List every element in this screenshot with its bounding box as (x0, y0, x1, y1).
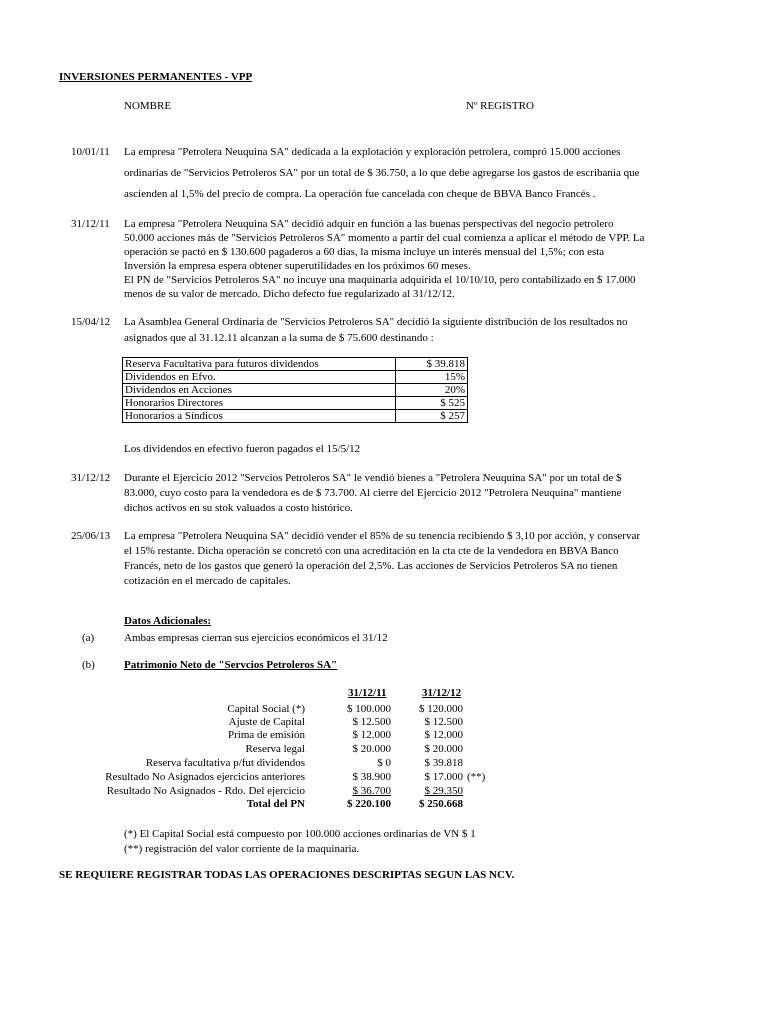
entry-line: ascienden al 1,5% del precio de compra. La operación fue cancelada con cheque de BBVA Banco Francés . (124, 188, 596, 200)
entry-line: 83.000, cuyo costo para la vendedora es de $ 73.700. Al cierre del Ejercicio 2012 "Petrolera Neuquina" mantiene (124, 487, 622, 499)
entry-line: el 15% restante. Dicha operación se concretó con una acreditación en la cta cte de la vendedora en BBVA Banco (124, 545, 619, 557)
pn-value: $ 36.700 (352, 785, 391, 797)
entry-line: 50.000 acciones más de "Servicios Petroleros SA" momento a partir del cual comienza a aplicar el método de VPP. La (124, 232, 645, 244)
entry-line: La empresa "Petrolera Neuquina SA" dedicada a la explotación y exploración petrolera, compró 15.000 acciones (124, 146, 621, 158)
pn-col-header: 31/12/11 (348, 687, 387, 699)
pn-value: $ 12.500 (424, 716, 463, 728)
pn-total-value: $ 250.668 (419, 798, 463, 810)
pn-col-header: 31/12/12 (422, 687, 462, 699)
entry-date: 10/01/11 (71, 146, 110, 158)
distribution-value: 15% (396, 371, 468, 384)
entry-line: La empresa "Petrolera Neuquina SA" decidió adquir en función a las buenas perspectivas del negocio petrolero (124, 218, 614, 230)
entry-date: 31/12/12 (71, 472, 111, 484)
pn-value: $ 20.000 (424, 743, 463, 755)
pn-value: $ 120.000 (419, 703, 463, 715)
entry-date: 31/12/11 (71, 218, 110, 230)
table-row (123, 397, 468, 410)
pn-value: $ 29.350 (424, 785, 463, 797)
pn-value: $ 12.000 (352, 729, 391, 741)
item-marker: (a) (82, 632, 95, 644)
distribution-label: Honorarios a Síndicos (123, 410, 396, 423)
pn-value: $ 39.818 (424, 757, 463, 769)
entry-line: dichos activos en su stok valuados a costo histórico. (124, 502, 353, 514)
entry-line: La empresa "Petrolera Neuquina SA" decidió vender el 85% de su tenencia recibiendo $ 3,10 por acción, y conservar (124, 530, 641, 542)
pn-total-label: Total del PN (246, 798, 305, 810)
pn-note-marker: (**) (467, 771, 486, 783)
pn-row-label: Resultado No Asignados - Rdo. Del ejercicio (106, 785, 305, 797)
pn-row-label: Resultado No Asignados ejercicios anteriores (105, 771, 305, 783)
entry-line: Durante el Ejercicio 2012 "Servcios Petroleros SA" le vendió bienes a "Petrolera Neuquina SA" por un total de $ (124, 472, 622, 484)
entry-line: cotización en el mercado de capitales. (124, 575, 291, 587)
entry-line: menos de su valor de mercado. Dicho defecto fue regularizado al 31/12/12. (124, 288, 455, 300)
entry-date: 15/04/12 (71, 316, 111, 328)
distribution-value: $ 525 (396, 397, 468, 410)
additional-item-a: Ambas empresas cierran sus ejercicios económicos el 31/12 (124, 632, 388, 644)
entry-line: asignados que al 31.12.11 alcanzan a la suma de $ 75.600 destinando : (124, 332, 434, 344)
dividend-note: Los dividendos en efectivo fueron pagados el 15/5/12 (124, 443, 361, 455)
entry-line: Inversión la empresa espera obtener superutilidades en los próximos 60 meses. (124, 260, 471, 272)
pn-value: $ 17.000 (424, 771, 463, 783)
requirement-statement: SE REQUIERE REGISTRAR TODAS LAS OPERACIONES DESCRIPTAS SEGUN LAS NCV. (59, 869, 515, 881)
footnote: (**) registración del valor corriente de la maquinaria. (124, 843, 360, 855)
entry-line: operación se pactó en $ 130.600 pagaderos a 60 días, la misma incluye un interés mensual del 1,5%; con esta (124, 246, 605, 258)
pn-row-label: Reserva facultativa p/fut dividendos (145, 757, 305, 769)
pn-heading: Patrimonio Neto de "Servcios Petroleros SA" (124, 659, 338, 671)
table-row (123, 384, 468, 397)
distribution-label: Dividendos en Acciones (123, 384, 396, 397)
document-title: INVERSIONES PERMANENTES - VPP (59, 71, 253, 83)
entry-line: La Asamblea General Ordinaria de "Servicios Petroleros SA" decidió la siguiente distribución de los resultados no (124, 316, 628, 328)
entry-date: 25/06/13 (71, 530, 111, 542)
table-row (123, 358, 468, 371)
name-label: NOMBRE (124, 100, 172, 112)
entry-line: Francés, neto de los gastos que generó la operación del 2,5%. Las acciones de Servicios Petroleros SA no tienen (124, 560, 618, 572)
distribution-label: Reserva Facultativa para futuros dividendos (123, 358, 396, 371)
entry-line: ordinarias de "Servicios Petroleros SA" por un total de $ 36.750, a lo que debe agregarse los gastos de escribanía que (124, 167, 640, 179)
distribution-value: $ 39.818 (396, 358, 468, 371)
footnote: (*) El Capital Social está compuesto por 100.000 acciones ordinarias de VN $ 1 (124, 828, 476, 840)
distribution-label: Honorarios Directores (123, 397, 396, 410)
table-row (123, 410, 468, 423)
additional-heading: Datos Adicionales: (124, 615, 212, 627)
pn-row-label: Capital Social (*) (227, 703, 305, 715)
pn-value: $ 100.000 (347, 703, 391, 715)
pn-total-value: $ 220.100 (347, 798, 391, 810)
item-marker: (b) (82, 659, 95, 671)
registro-label: Nº REGISTRO (466, 100, 534, 112)
pn-value: $ 12.000 (424, 729, 463, 741)
pn-value: $ 38.900 (352, 771, 391, 783)
pn-value: $ 0 (377, 757, 391, 769)
pn-value: $ 20.000 (352, 743, 391, 755)
pn-row-label: Reserva legal (245, 743, 305, 755)
pn-value: $ 12.500 (352, 716, 391, 728)
distribution-value: $ 257 (396, 410, 468, 423)
distribution-value: 20% (396, 384, 468, 397)
distribution-table (122, 357, 468, 423)
distribution-label: Dividendos en Efvo. (123, 371, 396, 384)
entry-line: El PN de "Servicios Petroleros SA" no incuye una maquinaria adquirida el 10/10/10, pero contabilizado en $ 17.000 (124, 274, 636, 286)
pn-row-label: Ajuste de Capital (228, 716, 305, 728)
table-row (123, 371, 468, 384)
pn-row-label: Prima de emisión (228, 729, 305, 741)
